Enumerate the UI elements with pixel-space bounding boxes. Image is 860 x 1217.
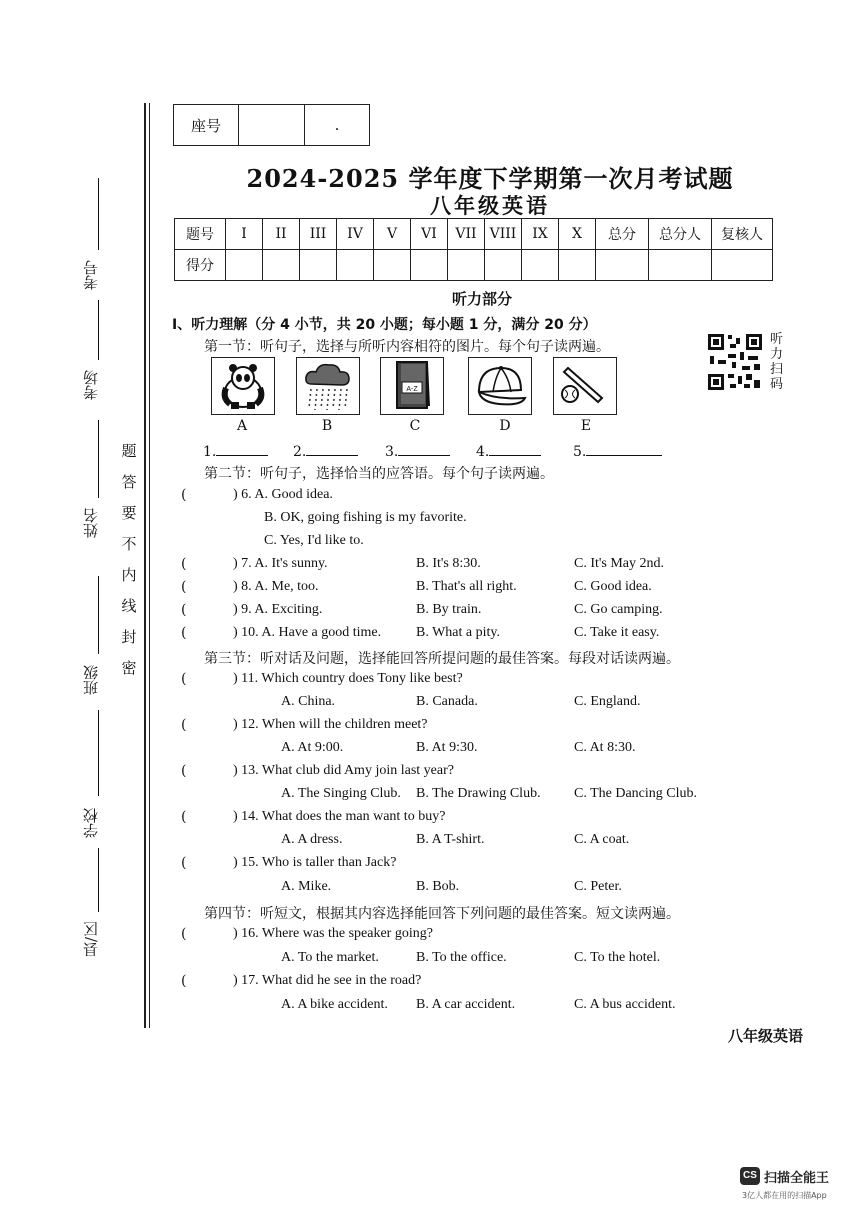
q7-option-b: B. It's 8:30. bbox=[416, 556, 481, 571]
score-header-cell: IV bbox=[337, 219, 374, 250]
score-cell[interactable] bbox=[485, 250, 522, 281]
q13-option-b: B. The Drawing Club. bbox=[416, 786, 541, 801]
q13-option-c: C. The Dancing Club. bbox=[574, 786, 698, 801]
q12-option-c: C. At 8:30. bbox=[574, 740, 636, 755]
answer-blank-1[interactable] bbox=[203, 441, 268, 460]
q7-option-c: C. It's May 2nd. bbox=[574, 556, 665, 571]
q9-option-c: C. Go camping. bbox=[574, 602, 663, 617]
blank-number: 5. bbox=[573, 444, 587, 460]
seal-char: 要 bbox=[121, 504, 137, 522]
name-line[interactable] bbox=[98, 420, 99, 498]
q16-option-a: A. To the market. bbox=[281, 950, 379, 965]
q9-option-b: B. By train. bbox=[416, 602, 482, 617]
exam-no-label: 考号 bbox=[82, 260, 100, 290]
answer-paren[interactable]: ( bbox=[181, 855, 187, 871]
dictionary-icon bbox=[381, 358, 443, 414]
score-cell[interactable] bbox=[226, 250, 263, 281]
answer-paren[interactable]: ( bbox=[181, 671, 187, 687]
score-header-cell: 复核人 bbox=[712, 219, 773, 250]
answer-paren[interactable]: ( bbox=[181, 625, 187, 641]
score-table-header-row bbox=[175, 219, 773, 250]
baseball-cap-icon bbox=[469, 358, 531, 414]
q8-option-c: C. Good idea. bbox=[574, 579, 652, 594]
q14-question: ) 14. What does the man want to buy? bbox=[233, 809, 446, 824]
score-header-cell: VI bbox=[411, 219, 448, 250]
answer-blank-5[interactable] bbox=[573, 441, 662, 460]
q10-option-a: ) 10. A. Have a good time. bbox=[233, 625, 382, 640]
q12-question: ) 12. When will the children meet? bbox=[233, 717, 428, 732]
qr-caption-char: 听 bbox=[770, 332, 784, 347]
seal-char: 答 bbox=[121, 473, 137, 491]
camscanner-tagline: 3亿人都在用的扫描App bbox=[742, 1191, 827, 1200]
qr-caption-char: 扫 bbox=[770, 362, 784, 377]
picture-c-dictionary bbox=[380, 357, 444, 415]
score-header-cell: 总分人 bbox=[649, 219, 712, 250]
answer-blank-3[interactable] bbox=[385, 441, 450, 460]
seat-label: 座号 bbox=[174, 105, 239, 146]
score-cell[interactable] bbox=[596, 250, 649, 281]
score-cell[interactable] bbox=[300, 250, 337, 281]
q11-option-b: B. Canada. bbox=[416, 694, 478, 709]
score-header-cell: III bbox=[300, 219, 337, 250]
picture-a-panda bbox=[211, 357, 275, 415]
q10-option-b: B. What a pity. bbox=[416, 625, 500, 640]
school-label: 学校 bbox=[82, 808, 100, 838]
answer-paren[interactable]: ( bbox=[181, 973, 187, 989]
exam-room-label: 考场 bbox=[82, 370, 100, 400]
q11-option-c: C. England. bbox=[574, 694, 641, 709]
score-header-cell: II bbox=[263, 219, 300, 250]
class-line[interactable] bbox=[98, 576, 99, 654]
q16-question: ) 16. Where was the speaker going? bbox=[233, 926, 433, 941]
q12-option-b: B. At 9:30. bbox=[416, 740, 478, 755]
seat-field-1[interactable] bbox=[239, 105, 305, 146]
score-cell[interactable] bbox=[649, 250, 712, 281]
exam-title: 2024-2025 学年度下学期第一次月考试题 bbox=[246, 164, 734, 193]
answer-paren[interactable]: ( bbox=[181, 809, 187, 825]
q17-option-c: C. A bus accident. bbox=[574, 997, 676, 1012]
seal-char: 内 bbox=[121, 566, 137, 584]
picture-letter-c: C bbox=[409, 418, 421, 434]
seal-char: 线 bbox=[121, 597, 137, 615]
q17-question: ) 17. What did he see in the road? bbox=[233, 973, 422, 988]
score-header-cell: VIII bbox=[485, 219, 522, 250]
score-cell[interactable] bbox=[448, 250, 485, 281]
picture-letter-a: A bbox=[236, 418, 248, 434]
seat-field-2[interactable]: . bbox=[305, 105, 370, 146]
blank-number: 1. bbox=[203, 444, 217, 460]
book-label: A-Z bbox=[406, 386, 418, 393]
picture-e-bat-ball bbox=[553, 357, 617, 415]
seal-char: 不 bbox=[121, 535, 137, 553]
q15-option-c: C. Peter. bbox=[574, 879, 622, 894]
q15-question: ) 15. Who is taller than Jack? bbox=[233, 855, 397, 870]
q12-option-a: A. At 9:00. bbox=[281, 740, 344, 755]
qr-caption-char: 码 bbox=[770, 377, 784, 392]
q15-option-a: A. Mike. bbox=[281, 879, 332, 894]
county-line[interactable] bbox=[98, 848, 99, 912]
q17-option-b: B. A car accident. bbox=[416, 997, 516, 1012]
panda-icon bbox=[212, 358, 274, 414]
qr-caption bbox=[770, 332, 786, 392]
qr-caption-char: 力 bbox=[770, 347, 784, 362]
score-cell[interactable] bbox=[337, 250, 374, 281]
q6-option-a: ) 6. A. Good idea. bbox=[233, 487, 333, 502]
picture-letter-e: E bbox=[580, 418, 592, 434]
rain-cloud-icon bbox=[297, 358, 359, 414]
page-footer-label: 八年级英语 bbox=[728, 1027, 804, 1045]
blank-number: 4. bbox=[476, 444, 490, 460]
exam-no-line[interactable] bbox=[98, 178, 99, 250]
q17-option-a: A. A bike accident. bbox=[281, 997, 388, 1012]
name-label: 姓名 bbox=[82, 508, 100, 538]
q14-option-b: B. A T-shirt. bbox=[416, 832, 485, 847]
q8-option-b: B. That's all right. bbox=[416, 579, 517, 594]
camscanner-app-name: 扫描全能王 bbox=[764, 1171, 830, 1186]
camscanner-watermark bbox=[740, 1166, 855, 1206]
q6-option-b: B. OK, going fishing is my favorite. bbox=[264, 510, 467, 525]
seat-number-box bbox=[173, 104, 370, 146]
q9-option-a: ) 9. A. Exciting. bbox=[233, 602, 323, 617]
q11-option-a: A. China. bbox=[281, 694, 336, 709]
seal-char: 封 bbox=[121, 628, 137, 646]
score-cell[interactable] bbox=[559, 250, 596, 281]
score-cell[interactable] bbox=[263, 250, 300, 281]
q7-option-a: ) 7. A. It's sunny. bbox=[233, 556, 328, 571]
baseball-bat-icon bbox=[554, 358, 616, 414]
qr-code-icon[interactable] bbox=[706, 332, 764, 392]
answer-paren[interactable]: ( bbox=[181, 487, 187, 503]
q13-option-a: A. The Singing Club. bbox=[281, 786, 401, 801]
score-cell[interactable] bbox=[374, 250, 411, 281]
score-row-label: 得分 bbox=[175, 250, 226, 281]
score-header-cell: VII bbox=[448, 219, 485, 250]
blank-number: 3. bbox=[385, 444, 399, 460]
answer-paren[interactable]: ( bbox=[181, 763, 187, 779]
q6-option-c: C. Yes, I'd like to. bbox=[264, 533, 364, 548]
answer-blank-4[interactable] bbox=[476, 441, 541, 460]
q13-question: ) 13. What club did Amy join last year? bbox=[233, 763, 454, 778]
exam-room-line[interactable] bbox=[98, 300, 99, 360]
s3-heading: 第三节：听对话及问题，选择能回答所提问题的最佳答案。每段对话读两遍。 bbox=[204, 651, 680, 667]
q14-option-a: A. A dress. bbox=[281, 832, 343, 847]
score-header-cell: I bbox=[226, 219, 263, 250]
q16-option-c: C. To the hotel. bbox=[574, 950, 661, 965]
s1-heading: 第一节：听句子，选择与所听内容相符的图片。每个句子读两遍。 bbox=[204, 339, 610, 355]
score-table-score-row bbox=[175, 250, 773, 281]
picture-b-rain bbox=[296, 357, 360, 415]
answer-paren[interactable]: ( bbox=[181, 602, 187, 618]
school-line[interactable] bbox=[98, 710, 99, 796]
county-label: 县/区 bbox=[82, 921, 100, 957]
score-cell[interactable] bbox=[522, 250, 559, 281]
part1-heading: I、听力理解（分 4 小节，共 20 小题；每小题 1 分，满分 20 分） bbox=[172, 317, 597, 333]
score-cell[interactable] bbox=[411, 250, 448, 281]
score-header-cell: 题号 bbox=[175, 219, 226, 250]
score-header-cell: V bbox=[374, 219, 411, 250]
answer-paren[interactable]: ( bbox=[181, 556, 187, 572]
q16-option-b: B. To the office. bbox=[416, 950, 507, 965]
class-label: 班级 bbox=[82, 665, 100, 695]
blank-number: 2. bbox=[293, 444, 307, 460]
seal-char: 题 bbox=[121, 442, 137, 460]
score-cell[interactable] bbox=[712, 250, 773, 281]
picture-d-cap bbox=[468, 357, 532, 415]
binding-line-outer bbox=[144, 103, 146, 1028]
score-header-cell: 总分 bbox=[596, 219, 649, 250]
score-table bbox=[174, 218, 773, 281]
q10-option-c: C. Take it easy. bbox=[574, 625, 660, 640]
answer-blank-2[interactable] bbox=[293, 441, 358, 460]
camscanner-logo-icon: CS bbox=[740, 1167, 760, 1185]
score-header-cell: X bbox=[559, 219, 596, 250]
answer-paren[interactable]: ( bbox=[181, 579, 187, 595]
answer-paren[interactable]: ( bbox=[181, 717, 187, 733]
s2-heading: 第二节：听句子，选择恰当的应答语。每个句子读两遍。 bbox=[204, 466, 554, 482]
exam-subtitle: 八年级英语 bbox=[430, 194, 550, 218]
seal-notice bbox=[118, 436, 140, 684]
q11-question: ) 11. Which country does Tony like best? bbox=[233, 671, 463, 686]
picture-letter-d: D bbox=[499, 418, 511, 434]
q8-option-a: ) 8. A. Me, too. bbox=[233, 579, 319, 594]
s4-heading: 第四节：听短文，根据其内容选择能回答下列问题的最佳答案。短文读两遍。 bbox=[204, 906, 680, 922]
picture-letter-b: B bbox=[321, 418, 333, 434]
q15-option-b: B. Bob. bbox=[416, 879, 460, 894]
binding-line-inner bbox=[149, 103, 150, 1028]
answer-paren[interactable]: ( bbox=[181, 926, 187, 942]
seal-char: 密 bbox=[121, 659, 137, 677]
section-title: 听力部分 bbox=[452, 290, 513, 308]
q14-option-c: C. A coat. bbox=[574, 832, 630, 847]
score-header-cell: IX bbox=[522, 219, 559, 250]
